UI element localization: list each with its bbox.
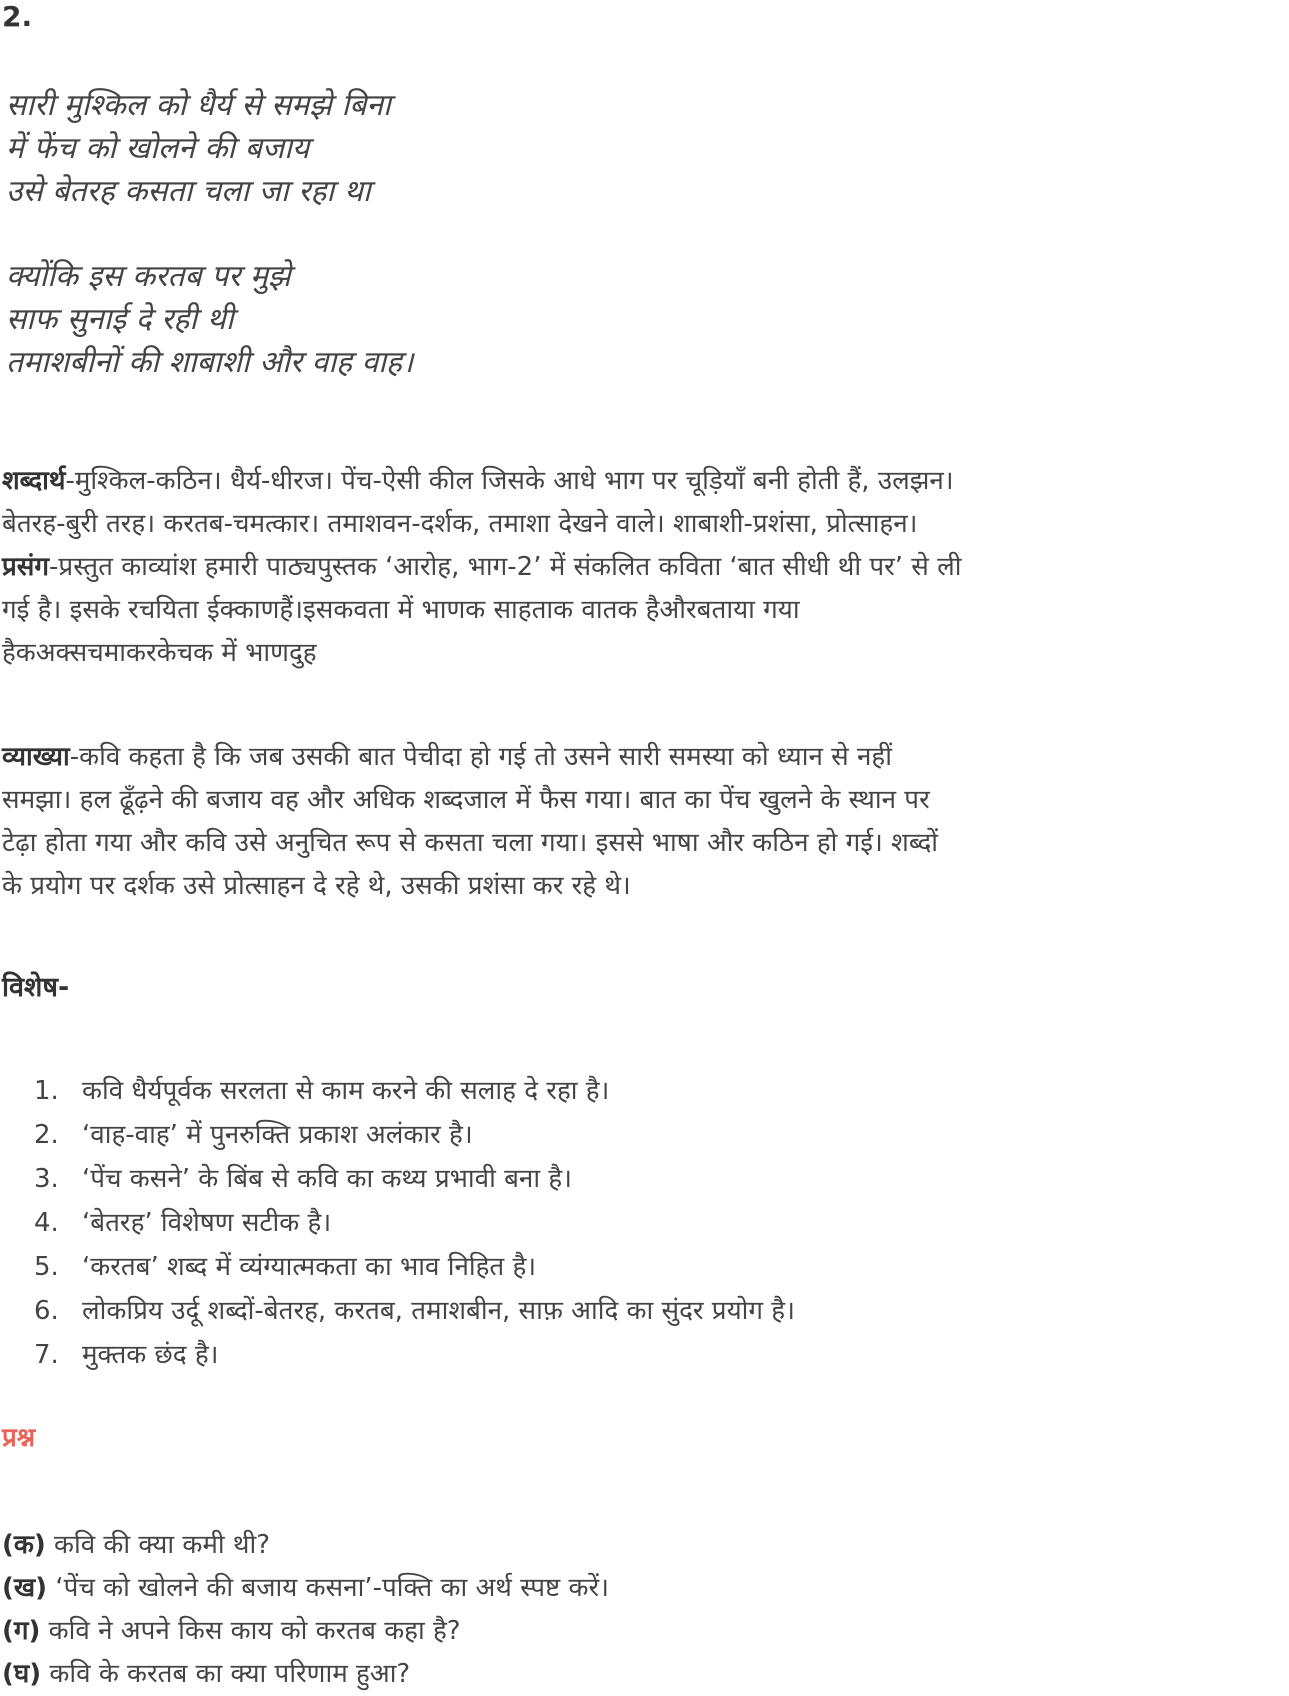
vyakhya-line-3: टेढ़ा होता गया और कवि उसे अनुचित रूप से कसता चला गया। इससे भाषा और कठिन हो गई। शब्दों [2,828,939,858]
poem-line: सारी मुश्किल को धैर्य से समझे बिना [6,88,391,123]
list-number: 4. [34,1208,59,1238]
list-text: ‘करतब’ शब्द में व्यंग्यात्मकता का भाव निहित है। [82,1252,537,1282]
vyakhya-paragraph [2,736,1287,908]
vyakhya-label: व्याख्या [2,742,70,772]
section-number: 2. [2,0,33,33]
poem-stanza-2 [6,255,413,384]
poem-line: क्योंकि इस करतब पर मुझे [6,259,291,294]
question-text: कवि ने अपने किस काय को करतब कहा है? [40,1616,461,1646]
poem-stanza-1 [6,84,391,213]
question-list [2,1524,609,1696]
shabdarth-text: -मुश्किल-कठिन। धैर्य-धीरज। पेंच-ऐसी कील जिसके आधे भाग पर चूड़ियाँ बनी होती हैं, उलझन। [65,466,954,496]
list-text: ‘बेतरह’ विशेषण सटीक है। [82,1208,332,1238]
list-item [34,1157,795,1201]
prasang-text: -प्रस्तुत काव्यांश हमारी पाठ्यपुस्तक ‘आरोह, भाग-2’ में संकलित कविता ‘बात सीधी थी पर’ से ली [49,552,962,582]
list-item [34,1289,795,1333]
vyakhya-line-1 [2,736,1287,779]
list-text: कवि धैर्यपूर्वक सरलता से काम करने की सलाह दे रहा है। [82,1076,610,1106]
question-text: ‘पेंच को खोलने की बजाय कसना’-पक्ति का अर्थ स्पष्ट करें। [47,1573,609,1603]
vishesh-heading: विशेष- [2,972,70,1003]
list-item [34,1201,795,1245]
question-label: (ख) [2,1573,48,1603]
shabdarth-line-2: बेतरह-बुरी तरह। करतब-चमत्कार। तमाशवन-दर्शक, तमाशा देखने वाले। शाबाशी-प्रशंसा, प्रोत्साहन। [2,509,918,539]
question-text: कवि के करतब का क्या परिणाम हुआ? [41,1659,411,1689]
list-item [34,1333,795,1377]
shabdarth-line-1 [2,460,1287,503]
list-text: ‘वाह-वाह’ में पुनरुक्ति प्रकाश अलंकार है। [82,1120,473,1150]
prashn-heading: प्रश्न [2,1423,36,1453]
question-text: कवि की क्या कमी थी? [45,1530,271,1560]
list-text: ‘पेंच कसने’ के बिंब से कवि का कथ्य प्रभावी बना है। [82,1164,573,1194]
poem-line: में फेंच को खोलने की बजाय [6,131,310,166]
list-number: 6. [34,1296,59,1326]
list-number: 7. [34,1340,59,1370]
vishesh-list [34,1069,795,1377]
prasang-line-2: गई है। इसके रचयिता ईक्काणहैं।इसकवता में भाणक साहताक वातक हैऔरबताया गया [2,595,800,625]
question-item [2,1653,609,1696]
shabdarth-prasang-paragraph [2,460,1287,675]
list-number: 1. [34,1076,59,1106]
list-text: मुक्तक छंद है। [82,1340,219,1370]
question-label: (घ) [2,1659,42,1689]
list-number: 3. [34,1164,59,1194]
list-number: 5. [34,1252,59,1282]
list-item [34,1245,795,1289]
poem-line: तमाशबीनों की शाबाशी और वाह वाह। [6,345,414,380]
question-item [2,1567,609,1610]
vyakhya-line-4: के प्रयोग पर दर्शक उसे प्रोत्साहन दे रहे थे, उसकी प्रशंसा कर रहे थे। [2,871,631,901]
list-number: 2. [34,1120,59,1150]
prasang-line-1 [2,546,1287,589]
prasang-line-3: हैकअक्सचमाकरकेचक में भाणदुह [2,638,317,668]
question-item [2,1524,609,1567]
question-item [2,1610,609,1653]
vyakhya-text: -कवि कहता है कि जब उसकी बात पेचीदा हो गई तो उसने सारी समस्या को ध्यान से नहीं [69,742,892,772]
list-item [34,1069,795,1113]
prasang-label: प्रसंग [2,552,50,582]
poem-line: साफ सुनाई दे रही थी [6,302,234,337]
poem-line: उसे बेतरह कसता चला जा रहा था [6,174,371,209]
question-label: (क) [2,1530,46,1560]
shabdarth-label: शब्दार्थ [2,466,66,496]
question-label: (ग) [2,1616,41,1646]
list-text: लोकप्रिय उर्दू शब्दों-बेतरह, करतब, तमाशबीन, साफ़ आदि का सुंदर प्रयोग है। [82,1296,795,1326]
list-item [34,1113,795,1157]
vyakhya-line-2: समझा। हल ढूँढ़ने की बजाय वह और अधिक शब्दजाल में फैस गया। बात का पेंच खुलने के स्थान पर [2,785,930,815]
